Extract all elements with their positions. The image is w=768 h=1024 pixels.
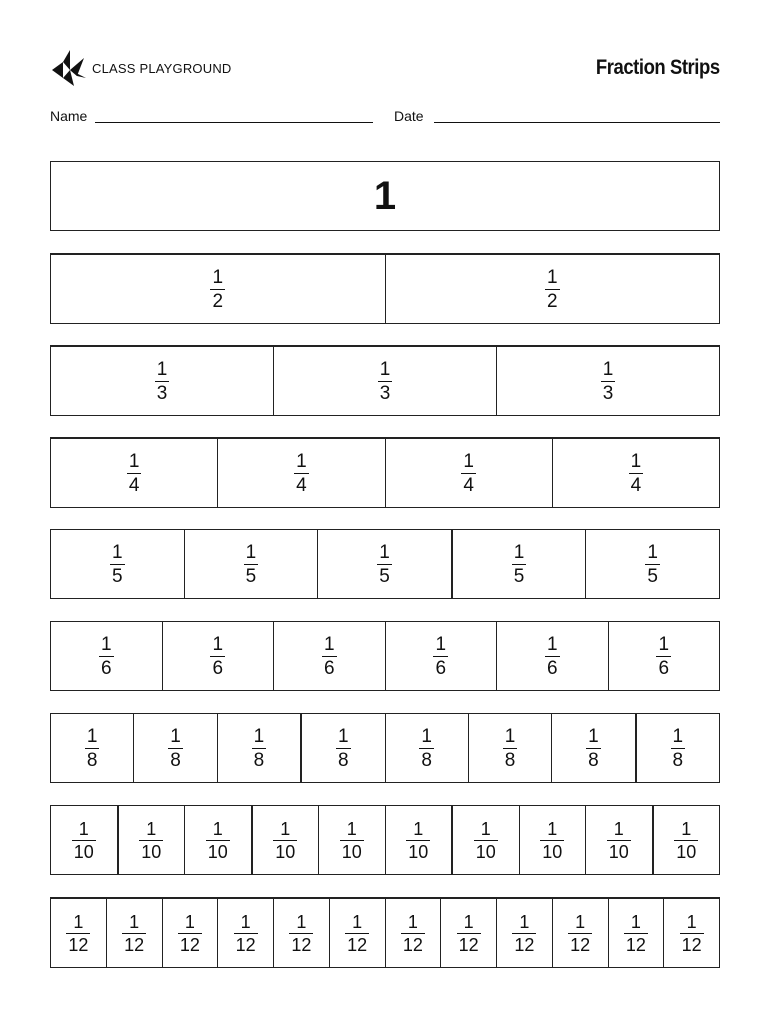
numerator: 1 xyxy=(323,633,335,655)
fraction-label xyxy=(66,913,90,954)
denominator: 8 xyxy=(672,749,684,771)
numerator: 1 xyxy=(588,725,599,747)
strip-cell xyxy=(273,899,329,967)
numerator: 1 xyxy=(86,725,98,747)
strip-cell xyxy=(652,806,720,874)
numerator: 1 xyxy=(613,818,624,839)
strip-cell xyxy=(184,530,318,598)
fraction-label xyxy=(545,268,560,311)
fraction-strip-10 xyxy=(50,805,720,875)
denominator: 3 xyxy=(156,382,168,404)
fraction-strip-12 xyxy=(50,897,720,968)
numerator: 1 xyxy=(212,266,224,288)
whole-label: 1 xyxy=(373,173,397,218)
fraction-label xyxy=(377,543,392,586)
fraction-label xyxy=(433,635,448,678)
numerator: 1 xyxy=(212,818,223,839)
numerator: 1 xyxy=(407,911,418,932)
fraction-label xyxy=(540,820,564,861)
strip-cell xyxy=(162,622,274,690)
denominator: 8 xyxy=(504,749,516,771)
strip-cell xyxy=(217,714,300,782)
class-playground-logo-icon xyxy=(50,48,88,88)
numerator: 1 xyxy=(100,633,112,655)
name-label: Name xyxy=(50,108,88,124)
numerator: 1 xyxy=(240,911,251,932)
page-title: Fraction Strips xyxy=(596,56,720,79)
denominator: 3 xyxy=(602,382,614,404)
fraction-label xyxy=(345,913,369,954)
strip-cell xyxy=(51,255,385,323)
fraction-label xyxy=(85,727,100,770)
denominator: 12 xyxy=(625,934,646,955)
denominator: 12 xyxy=(68,934,89,955)
strip-cell xyxy=(51,439,217,507)
strip-cell xyxy=(385,439,552,507)
fraction-label xyxy=(503,727,518,770)
denominator: 6 xyxy=(100,657,112,679)
strip-cell xyxy=(51,806,117,874)
date-field[interactable] xyxy=(434,122,720,123)
strip-cell xyxy=(552,439,719,507)
strip-cell xyxy=(51,622,162,690)
strip-cell xyxy=(519,806,586,874)
denominator: 8 xyxy=(170,749,181,771)
numerator: 1 xyxy=(546,266,558,288)
strip-cell xyxy=(451,530,586,598)
denominator: 10 xyxy=(341,841,362,862)
strip-cell xyxy=(51,530,184,598)
fraction-label xyxy=(461,452,476,495)
denominator: 12 xyxy=(124,934,145,955)
fraction-strip-8 xyxy=(50,713,720,783)
strip-cell xyxy=(51,162,719,230)
strip-cell xyxy=(117,806,185,874)
strip-cell xyxy=(217,439,384,507)
denominator: 2 xyxy=(546,290,558,312)
strip-cell xyxy=(300,714,384,782)
strip-cell xyxy=(385,255,720,323)
fraction-label xyxy=(674,820,698,861)
fraction-label xyxy=(671,727,686,770)
numerator: 1 xyxy=(480,818,491,839)
strip-cell xyxy=(251,806,319,874)
denominator: 8 xyxy=(421,749,432,771)
strip-cell xyxy=(51,899,106,967)
denominator: 10 xyxy=(73,841,94,862)
numerator: 1 xyxy=(463,911,474,932)
strip-cell xyxy=(496,347,719,415)
numerator: 1 xyxy=(184,911,195,932)
fraction-label xyxy=(624,913,648,954)
fraction-strip-3 xyxy=(50,345,720,416)
strip-cell xyxy=(184,806,251,874)
strip-cell xyxy=(273,347,496,415)
denominator: 10 xyxy=(542,841,563,862)
strip-cell xyxy=(217,899,273,967)
fraction-label xyxy=(645,543,660,586)
strip-cell xyxy=(496,899,552,967)
fraction-label xyxy=(206,820,230,861)
denominator: 12 xyxy=(291,934,312,955)
numerator: 1 xyxy=(504,725,516,747)
numerator: 1 xyxy=(212,633,224,655)
numerator: 1 xyxy=(379,358,391,380)
fraction-label xyxy=(656,635,671,678)
denominator: 10 xyxy=(408,841,429,862)
numerator: 1 xyxy=(73,911,84,932)
strip-cell xyxy=(551,714,634,782)
fraction-label xyxy=(273,820,297,861)
denominator: 8 xyxy=(338,749,349,771)
denominator: 4 xyxy=(463,474,474,496)
fraction-strip-6 xyxy=(50,621,720,691)
strip-cell xyxy=(385,622,497,690)
denominator: 6 xyxy=(323,657,335,679)
fraction-label xyxy=(607,820,631,861)
fraction-label xyxy=(127,452,142,495)
fraction-strip-1 xyxy=(50,161,720,231)
fraction-strip-4 xyxy=(50,437,720,508)
denominator: 6 xyxy=(546,657,558,679)
strip-cell xyxy=(451,806,519,874)
logo xyxy=(50,48,232,88)
numerator: 1 xyxy=(672,725,684,747)
fraction-label xyxy=(139,820,163,861)
numerator: 1 xyxy=(129,911,140,932)
strip-cell xyxy=(585,806,652,874)
fraction-label xyxy=(680,913,704,954)
fraction-label xyxy=(294,452,309,495)
numerator: 1 xyxy=(647,541,658,563)
denominator: 10 xyxy=(676,841,697,862)
worksheet-header xyxy=(50,48,720,92)
numerator: 1 xyxy=(170,725,181,747)
numerator: 1 xyxy=(630,450,642,472)
denominator: 5 xyxy=(513,565,525,587)
denominator: 12 xyxy=(402,934,423,955)
fraction-label xyxy=(512,913,536,954)
numerator: 1 xyxy=(575,911,586,932)
numerator: 1 xyxy=(280,818,291,839)
numerator: 1 xyxy=(630,911,641,932)
fraction-label xyxy=(110,543,125,586)
fraction-label xyxy=(155,360,170,403)
denominator: 10 xyxy=(207,841,228,862)
fraction-label xyxy=(210,635,225,678)
denominator: 12 xyxy=(235,934,256,955)
strip-cell xyxy=(635,714,719,782)
strip-cell xyxy=(318,806,385,874)
denominator: 4 xyxy=(296,474,307,496)
strip-cell xyxy=(608,899,664,967)
name-date-fields xyxy=(50,106,720,126)
strip-cell xyxy=(496,622,608,690)
numerator: 1 xyxy=(245,541,257,563)
denominator: 12 xyxy=(514,934,535,955)
strip-cell xyxy=(51,714,133,782)
fraction-label xyxy=(244,543,259,586)
strip-cell xyxy=(106,899,162,967)
numerator: 1 xyxy=(253,725,265,747)
fraction-label xyxy=(474,820,498,861)
numerator: 1 xyxy=(658,633,670,655)
numerator: 1 xyxy=(686,911,697,932)
strip-cell xyxy=(385,899,441,967)
fraction-label xyxy=(122,913,146,954)
fraction-label xyxy=(252,727,267,770)
strip-cell xyxy=(468,714,551,782)
numerator: 1 xyxy=(519,911,530,932)
numerator: 1 xyxy=(546,633,558,655)
denominator: 3 xyxy=(379,382,391,404)
denominator: 6 xyxy=(658,657,670,679)
fraction-label xyxy=(406,820,430,861)
fraction-label xyxy=(99,635,114,678)
numerator: 1 xyxy=(112,541,123,563)
fraction-label xyxy=(340,820,364,861)
numerator: 1 xyxy=(602,358,614,380)
denominator: 5 xyxy=(647,565,658,587)
strip-cell xyxy=(329,899,385,967)
denominator: 4 xyxy=(630,474,642,496)
denominator: 12 xyxy=(347,934,368,955)
date-label: Date xyxy=(394,108,424,124)
fraction-label xyxy=(168,727,183,770)
strip-cell xyxy=(317,530,451,598)
fraction-label xyxy=(419,727,434,770)
fraction-label xyxy=(629,452,644,495)
numerator: 1 xyxy=(547,818,558,839)
fraction-label xyxy=(401,913,425,954)
strip-cell xyxy=(385,806,452,874)
fraction-label xyxy=(234,913,258,954)
denominator: 6 xyxy=(212,657,224,679)
fraction-label xyxy=(378,360,393,403)
denominator: 10 xyxy=(475,841,496,862)
strip-cell xyxy=(552,899,608,967)
fraction-label xyxy=(336,727,351,770)
fraction-strip-5 xyxy=(50,529,720,599)
denominator: 10 xyxy=(275,841,296,862)
denominator: 8 xyxy=(588,749,599,771)
numerator: 1 xyxy=(78,818,89,839)
numerator: 1 xyxy=(128,450,140,472)
fraction-label xyxy=(322,635,337,678)
fraction-label xyxy=(601,360,616,403)
denominator: 8 xyxy=(86,749,98,771)
fraction-label xyxy=(545,635,560,678)
numerator: 1 xyxy=(296,911,307,932)
fraction-label xyxy=(210,268,225,311)
strip-cell xyxy=(51,347,273,415)
denominator: 5 xyxy=(112,565,123,587)
numerator: 1 xyxy=(681,818,692,839)
strip-cell xyxy=(585,530,719,598)
numerator: 1 xyxy=(146,818,157,839)
denominator: 10 xyxy=(141,841,162,862)
denominator: 5 xyxy=(245,565,257,587)
denominator: 10 xyxy=(608,841,629,862)
numerator: 1 xyxy=(379,541,390,563)
strip-cell xyxy=(162,899,218,967)
strip-cell xyxy=(385,714,468,782)
strip-cell xyxy=(608,622,720,690)
numerator: 1 xyxy=(435,633,447,655)
denominator: 6 xyxy=(435,657,447,679)
denominator: 12 xyxy=(570,934,591,955)
numerator: 1 xyxy=(421,725,432,747)
denominator: 4 xyxy=(128,474,140,496)
name-field[interactable] xyxy=(95,122,373,123)
denominator: 5 xyxy=(379,565,390,587)
denominator: 2 xyxy=(212,290,224,312)
numerator: 1 xyxy=(346,818,357,839)
fraction-label xyxy=(72,820,96,861)
strip-cell xyxy=(273,622,385,690)
brand-name: CLASS PLAYGROUND xyxy=(92,60,232,76)
numerator: 1 xyxy=(156,358,168,380)
fraction-label xyxy=(568,913,592,954)
strip-cell xyxy=(440,899,496,967)
denominator: 12 xyxy=(681,934,702,955)
fraction-label xyxy=(586,727,601,770)
denominator: 12 xyxy=(458,934,479,955)
numerator: 1 xyxy=(296,450,307,472)
fraction-label xyxy=(289,913,313,954)
strip-cell xyxy=(133,714,216,782)
numerator: 1 xyxy=(352,911,363,932)
strip-cell xyxy=(663,899,719,967)
fraction-label xyxy=(178,913,202,954)
fraction-strip-2 xyxy=(50,253,720,324)
numerator: 1 xyxy=(413,818,424,839)
numerator: 1 xyxy=(513,541,525,563)
fraction-label xyxy=(512,543,527,586)
numerator: 1 xyxy=(338,725,349,747)
fraction-label xyxy=(457,913,481,954)
denominator: 12 xyxy=(179,934,200,955)
denominator: 8 xyxy=(253,749,265,771)
numerator: 1 xyxy=(463,450,474,472)
